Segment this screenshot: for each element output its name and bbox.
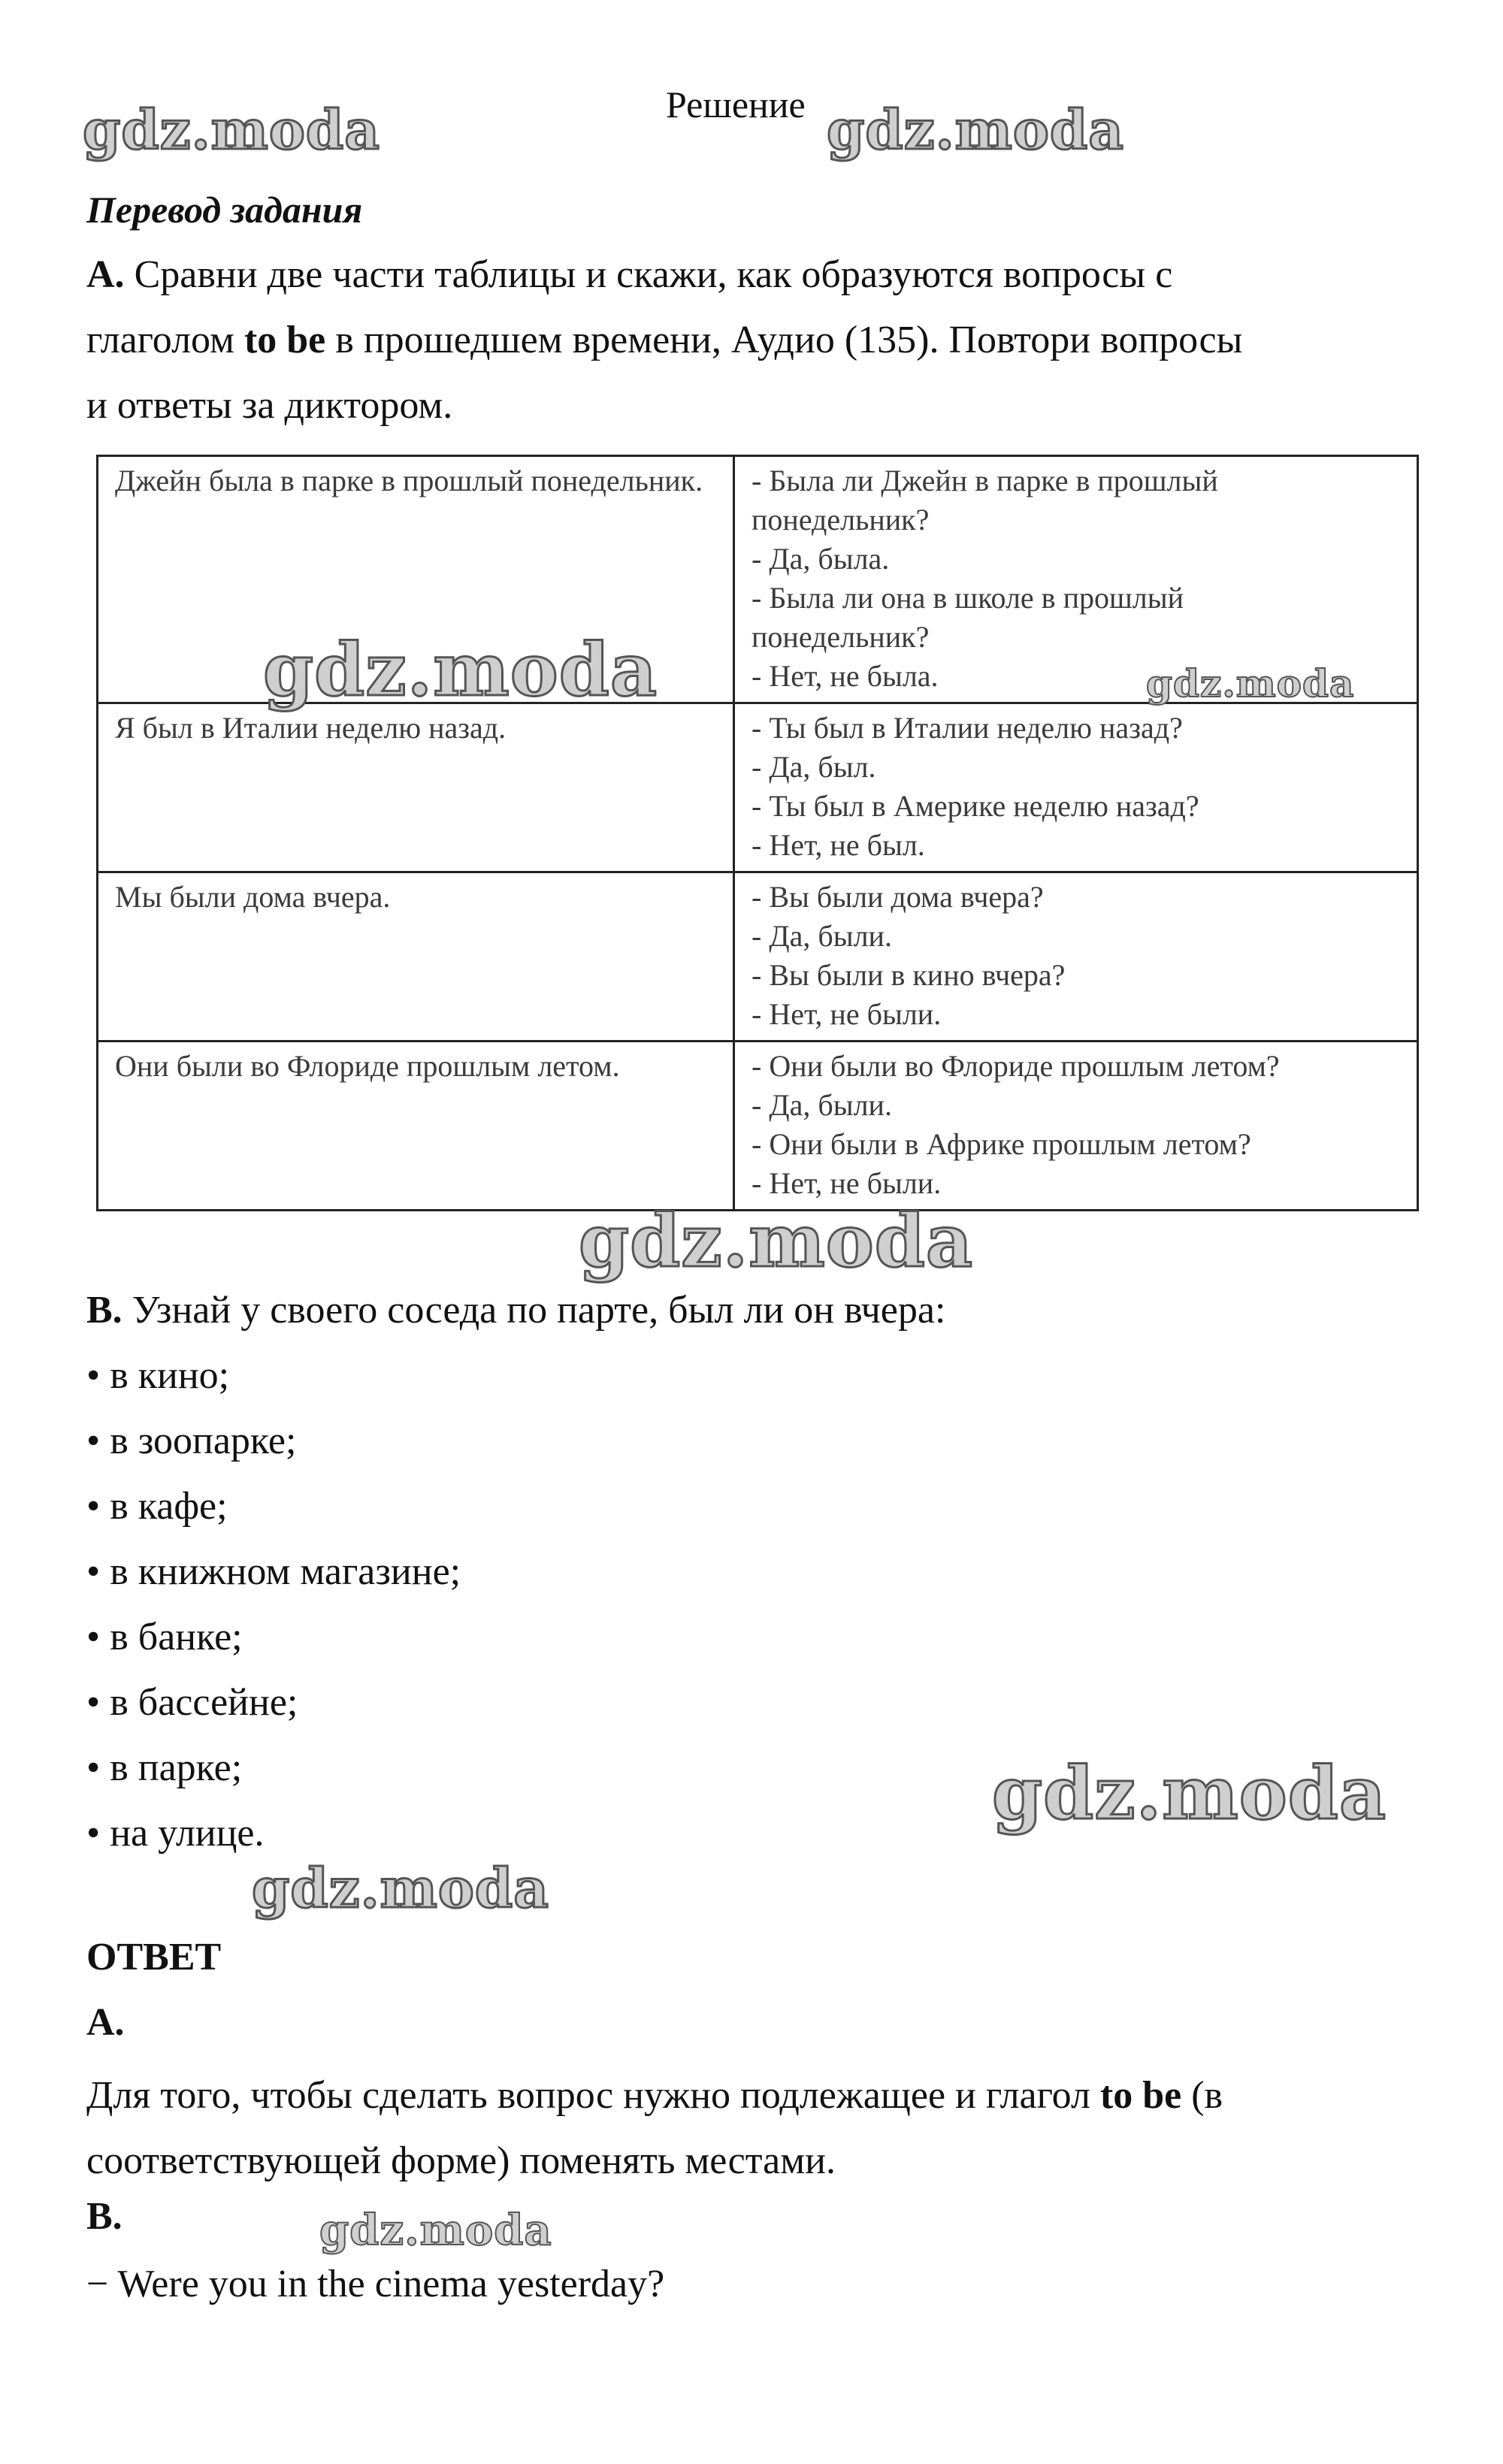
page-heading: Решение [666, 83, 806, 125]
answer-a-text [86, 2063, 1439, 2193]
answer-b-label: В. [86, 2195, 122, 2238]
watermark-logo: gdz.moda [827, 98, 1124, 162]
list-item: • в зоопарке; [86, 1419, 297, 1462]
dialogue-line: - Вы были дома вчера? [752, 880, 1044, 914]
task-a-label: А. [86, 253, 125, 296]
dialogue-line: - Да, были. [752, 1088, 892, 1122]
watermark-logo: gdz.moda [319, 2206, 552, 2255]
verb-to-be: to be [1099, 2074, 1182, 2117]
dialogue-line: - Нет, не была. [752, 659, 939, 693]
verb-to-be: to be [243, 319, 326, 361]
dialogue-line: - Вы были в кино вчера? [752, 958, 1066, 992]
watermark-logo: gdz.moda [1146, 661, 1355, 706]
task-a-text: и ответы за диктором. [86, 384, 453, 427]
answer-a-label: А. [86, 2001, 125, 2044]
dialogue-line: - Ты был в Италии неделю назад? [752, 711, 1183, 745]
table-row [98, 1042, 1418, 1211]
task-a-text: Сравни две части таблицы и скажи, как образуются вопросы с [134, 253, 1173, 296]
table-cell-statement: Они были во Флориде прошлым летом. [98, 1042, 734, 1211]
dialogue-line: - Да, был. [752, 750, 876, 784]
table-row [98, 703, 1418, 872]
task-b-label: В. [86, 1289, 122, 1332]
watermark-logo: gdz.moda [579, 1199, 974, 1283]
task-a-paragraph [86, 242, 1439, 438]
answer-text: Для того, чтобы сделать вопрос нужно подлежащее и глагол [86, 2074, 1090, 2117]
dialogue-line: - Была ли Джейн в парке в прошлый [752, 464, 1218, 497]
watermark-logo: gdz.moda [992, 1751, 1387, 1836]
list-item: • в кино; [86, 1354, 230, 1397]
watermark-logo: gdz.moda [83, 98, 380, 162]
task-title: Перевод задания [86, 189, 363, 231]
task-b-text: Узнай у своего соседа по парте, был ли он вчера: [132, 1289, 946, 1332]
list-item: • в книжном магазине; [86, 1550, 461, 1593]
dialogue-line: - Была ли она в школе в прошлый [752, 581, 1184, 615]
dialogue-line: понедельник? [752, 503, 930, 537]
list-item: • в банке; [86, 1616, 243, 1658]
list-item: • на улице. [86, 1812, 265, 1855]
table-cell-statement: Я был в Италии неделю назад. [98, 703, 734, 872]
answer-text: соответствующей форме) поменять местами. [86, 2139, 836, 2182]
task-b-paragraph [86, 1277, 1439, 1343]
table-cell-statement: Джейн была в парке в прошлый понедельник. [98, 456, 734, 703]
table-cell-dialogue [734, 872, 1418, 1042]
answer-b-line: − Were you in the cinema yesterday? [86, 2263, 665, 2305]
dialogue-line: понедельник? [752, 620, 930, 654]
answer-title: ОТВЕТ [86, 1936, 222, 1979]
translation-table [96, 455, 1419, 1211]
dialogue-line: - Нет, не были. [752, 1166, 942, 1200]
watermark-logo: gdz.moda [252, 1856, 549, 1920]
answer-text: (в [1191, 2074, 1223, 2117]
dialogue-line: - Ты был в Америке неделю назад? [752, 789, 1199, 823]
table-cell-dialogue [734, 703, 1418, 872]
table-row [98, 872, 1418, 1042]
list-item: • в кафе; [86, 1485, 228, 1528]
list-item: • в бассейне; [86, 1681, 298, 1724]
dialogue-line: - Нет, не был. [752, 828, 925, 862]
dialogue-line: - Они были в Африке прошлым летом? [752, 1127, 1251, 1161]
dialogue-line: - Они были во Флориде прошлым летом? [752, 1049, 1280, 1083]
task-a-text: глаголом [86, 319, 234, 361]
list-item: • в парке; [86, 1746, 243, 1789]
table-cell-statement: Мы были дома вчера. [98, 872, 734, 1042]
dialogue-line: - Да, была. [752, 542, 890, 576]
watermark-logo: gdz.moda [263, 627, 658, 712]
task-a-text: в прошедшем времени, Аудио (135). Повтори вопросы [335, 319, 1243, 361]
table-cell-dialogue [734, 1042, 1418, 1211]
dialogue-line: - Нет, не были. [752, 997, 942, 1031]
places-list [86, 1343, 461, 1866]
dialogue-line: - Да, были. [752, 919, 892, 953]
